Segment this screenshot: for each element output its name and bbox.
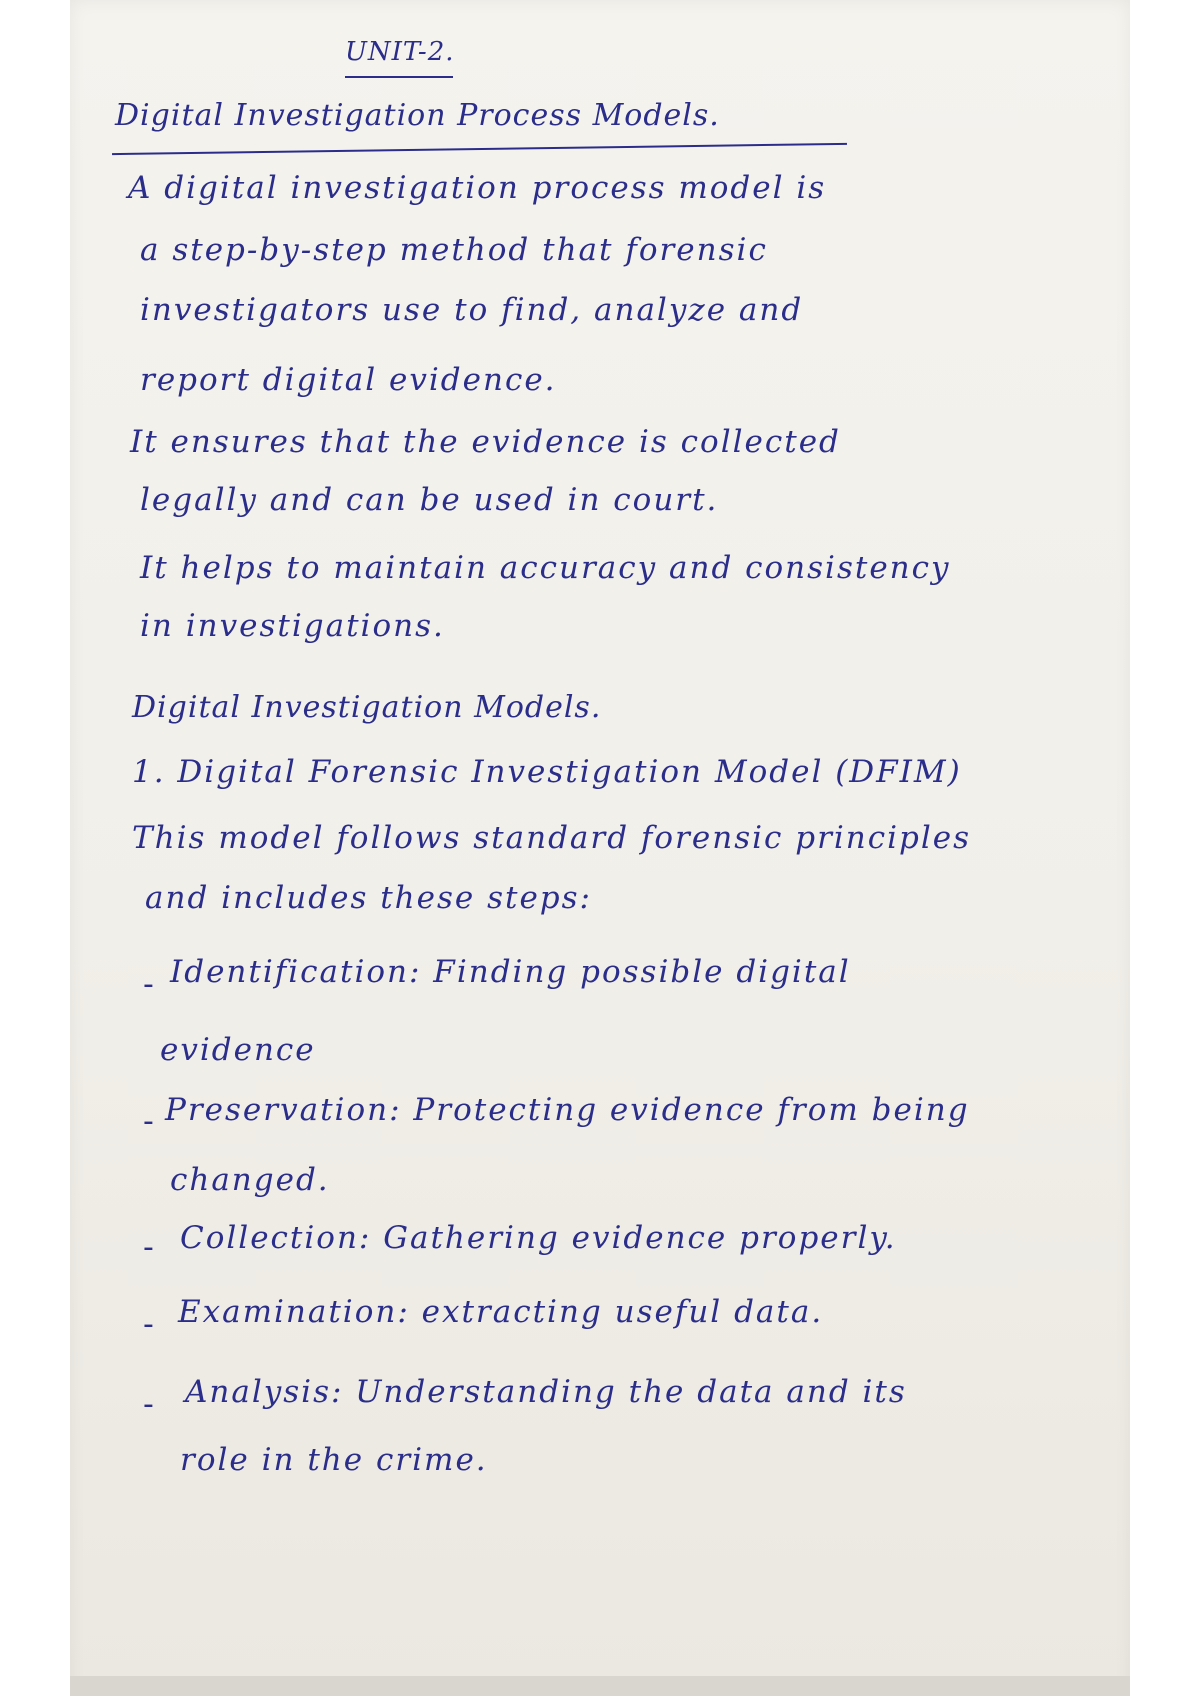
step-item: Collection: Gathering evidence properly.: [180, 1220, 897, 1256]
step-item-cont: evidence: [160, 1032, 316, 1068]
step-item: Analysis: Understanding the data and its: [185, 1374, 907, 1410]
model-title: 1. Digital Forensic Investigation Model (DFIM): [132, 754, 962, 790]
intro-line: report digital evidence.: [140, 362, 557, 398]
intro-line: a step-by-step method that forensic: [140, 232, 768, 268]
models-heading: Digital Investigation Models.: [132, 690, 602, 725]
bullet-dash: -: [143, 967, 154, 1002]
bullet-dash: -: [143, 1230, 154, 1265]
intro-line: legally and can be used in court.: [140, 482, 719, 518]
unit-underline: [345, 76, 453, 78]
bullet-dash: -: [143, 1104, 154, 1139]
model-desc-line: and includes these steps:: [145, 880, 593, 916]
intro-line: It helps to maintain accuracy and consistency: [140, 550, 951, 586]
model-desc-line: This model follows standard forensic principles: [132, 820, 972, 856]
unit-label: UNIT-2.: [345, 37, 455, 67]
page-title: Digital Investigation Process Models.: [115, 98, 720, 133]
bullet-dash: -: [143, 1387, 154, 1422]
page-bottom-edge: [70, 1676, 1130, 1696]
step-item: Identification: Finding possible digital: [170, 954, 851, 990]
step-item-cont: role in the crime.: [180, 1442, 488, 1478]
intro-line: investigators use to find, analyze and: [140, 292, 804, 328]
bullet-dash: -: [143, 1307, 154, 1342]
step-item: Examination: extracting useful data.: [178, 1294, 824, 1330]
step-item-cont: changed.: [170, 1162, 330, 1198]
intro-line: A digital investigation process model is: [128, 170, 827, 206]
step-item: Preservation: Protecting evidence from being: [165, 1092, 970, 1128]
intro-line: in investigations.: [140, 608, 445, 644]
intro-line: It ensures that the evidence is collected: [130, 424, 841, 460]
